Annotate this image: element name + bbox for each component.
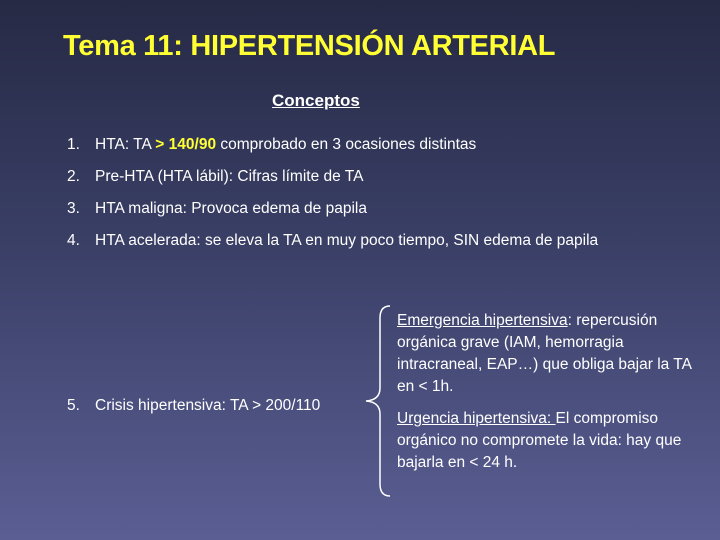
list-number: 4. [67, 232, 80, 249]
list-item-1 [67, 136, 707, 168]
slide-title: Tema 11: HIPERTENSIÓN ARTERIAL [63, 30, 556, 62]
urgencia-definition [397, 408, 707, 474]
concept-list [67, 136, 707, 264]
item-highlight-value: 140/90 [164, 136, 217, 153]
list-item-3 [67, 200, 707, 232]
list-item-5 [67, 397, 320, 415]
emergencia-definition [397, 310, 707, 398]
item-text: HTA maligna: Provoca edema de papila [95, 200, 367, 217]
item-text: HTA acelerada: se eleva la TA en muy poco tiempo, SIN edema de papila [95, 232, 599, 249]
curly-brace-icon [362, 304, 392, 498]
list-item-4 [67, 232, 707, 264]
urgencia-term: Urgencia hipertensiva: [397, 410, 556, 427]
list-number: 5. [67, 397, 80, 414]
item-text: Crisis hipertensiva: TA > 200/110 [95, 397, 321, 414]
emergencia-term: Emergencia hipertensiva [397, 312, 568, 329]
section-subtitle: Conceptos [272, 91, 360, 110]
item-gt-symbol: > [155, 136, 165, 153]
item-text: Pre-HTA (HTA lábil): Cifras límite de TA [95, 168, 364, 185]
emergencia-desc: repercusión orgánica grave (IAM, hemorragia intracraneal, EAP…) que obliga bajar la TA en < 1h. [397, 312, 692, 395]
item-text-post: comprobado en 3 ocasiones distintas [216, 136, 477, 153]
list-item-2 [67, 168, 707, 200]
list-number: 2. [67, 168, 80, 185]
urgencia-desc: El compromiso orgánico no compromete la vida: hay que bajarla en < 24 h. [397, 410, 682, 471]
item-text-pre: HTA: TA [95, 136, 156, 153]
list-number: 1. [67, 136, 80, 153]
emergencia-colon: : [567, 312, 572, 329]
list-number: 3. [67, 200, 80, 217]
